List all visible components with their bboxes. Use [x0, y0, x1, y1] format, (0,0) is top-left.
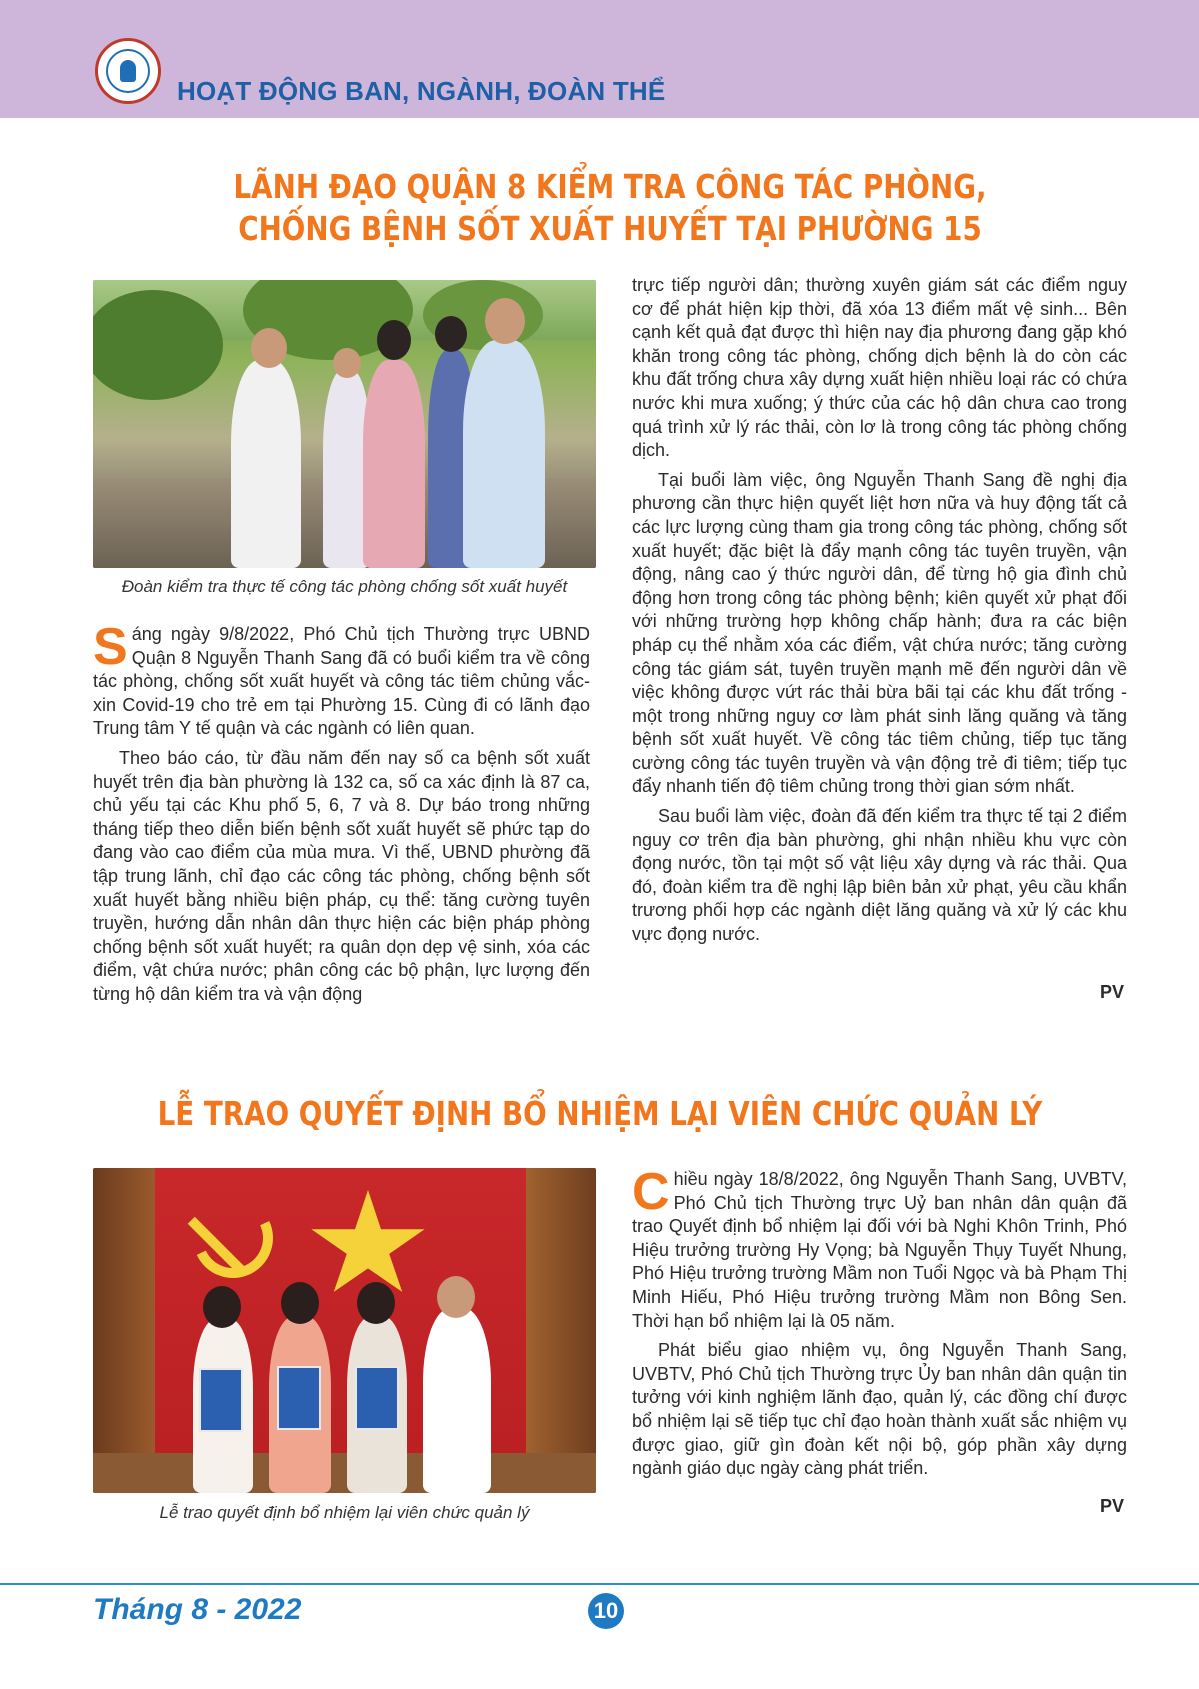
article1-column-right [632, 274, 1127, 953]
section-title: HOẠT ĐỘNG BAN, NGÀNH, ĐOÀN THỂ [177, 76, 666, 106]
article1-headline [190, 166, 1030, 250]
footer-issue-date: Tháng 8 - 2022 [93, 1593, 302, 1626]
article1-headline-line1: LÃNH ĐẠO QUẬN 8 KIỂM TRA CÔNG TÁC PHÒNG, [233, 167, 987, 206]
article2-photo [93, 1168, 596, 1493]
article2-paragraph-1: hiều ngày 18/8/2022, ông Nguyễn Thanh Sang, UVBTV, Phó Chủ tịch Thường trực Uỷ ban nhân dân quận đã trao Quyết định bổ nhiệm lại đối với bà Nghi Khôn Trinh, Phó Hiệu trưởng trường Hy Vọng; bà Nguyễn Thụy Tuyết Nhung, Phó Hiệu trưởng trường Mầm non Tuổi Ngọc và bà Phạm Thị Minh Hiếu, Phó Hiệu trưởng trường Mầm non Bông Sen. Thời hạn bổ nhiệm lại là 05 năm. [632, 1169, 1127, 1331]
article1-photo [93, 280, 596, 568]
article1-paragraph-1: áng ngày 9/8/2022, Phó Chủ tịch Thường trực UBND Quận 8 Nguyễn Thanh Sang đã có buổi kiểm tra về công tác phòng, chống sốt xuất huyết và công tác tiêm chủng vắc-xin Covid-19 cho trẻ em tại Phường 15. Cùng đi có lãnh đạo Trung tâm Y tế quận và các ngành có liên quan. [93, 624, 590, 739]
article1-paragraph-2-continued: trực tiếp người dân; thường xuyên giám sát các điểm nguy cơ để phát hiện kịp thời, đã xóa 13 điểm mất vệ sinh... Bên cạnh kết quả đạt được thì hiện nay địa phương đang gặp khó khăn trong công tác phòng, chống dịch bệnh là do còn các khu đất trống chưa xây dựng xuất hiện nhiều loại rác có chứa nước khi mưa xuống; ý thức của các hộ dân chưa cao trong quá trình xử lý rác thải, còn lơ là trong công tác phòng chống dịch. [632, 275, 1127, 461]
page-number-badge: 10 [588, 1593, 624, 1629]
article1-photo-caption: Đoàn kiểm tra thực tế công tác phòng chống sốt xuất huyết [121, 577, 568, 596]
article1-paragraph-4: Sau buổi làm việc, đoàn đã đến kiểm tra thực tế tại 2 điểm nguy cơ trên địa bàn phường, ghi nhận nhiều khu vực còn đọng nước, tồn tại một số vật liệu xây dựng và rác thải. Qua đó, đoàn kiểm tra đề nghị lập biên bản xử phạt, yêu cầu khẩn trương phối hợp các ngành diệt lăng quăng và xử lý các khu vực đọng nước. [632, 806, 1127, 945]
article2-photo-caption: Lễ trao quyết định bổ nhiệm lại viên chức quản lý [159, 1503, 530, 1522]
article2-column-right [632, 1163, 1127, 1487]
district-logo-icon [95, 38, 161, 104]
article2-signature: PV [1100, 1496, 1125, 1516]
article2-headline-line1: LỄ TRAO QUYẾT ĐỊNH BỔ NHIỆM LẠI VIÊN CHỨC QUẢN LÝ [157, 1094, 1043, 1133]
article2-dropcap: C [632, 1163, 670, 1221]
article1-signature: PV [1100, 982, 1125, 1002]
article1-paragraph-2: Theo báo cáo, từ đầu năm đến nay số ca bệnh sốt xuất huyết trên địa bàn phường là 132 ca, số ca xác định là 87 ca, chủ yếu tại các Khu phố 5, 6, 7 và 8. Dự báo trong những tháng tiếp theo diễn biến bệnh sốt xuất huyết sẽ phức tạp do đang vào cao điểm của mùa mưa. Vì thế, UBND phường đã tập trung lãnh, chỉ đạo các công tác phòng, chống bệnh sốt xuất huyết bằng nhiều biện pháp, cụ thể: tăng cường tuyên truyền, hướng dẫn nhân dân thực hiện các biện pháp phòng chống bệnh sốt xuất huyết; ra quân dọn dẹp vệ sinh, xóa các điểm, vật chứa nước; phân công các bộ phận, lực lượng đến từng hộ dân kiểm tra và vận động [93, 747, 590, 1004]
article2-headline [146, 1093, 1053, 1135]
article1-dropcap: S [93, 618, 128, 676]
article1-headline-line2: CHỐNG BỆNH SỐT XUẤT HUYẾT TẠI PHƯỜNG 15 [238, 209, 982, 248]
article2-paragraph-2: Phát biểu giao nhiệm vụ, ông Nguyễn Thanh Sang, UVBTV, Phó Chủ tịch Thường trực Ủy ban nhân dân quận tin tưởng với kinh nghiệm lãnh đạo, quản lý, các đồng chí được bổ nhiệm lại sẽ tiếp tục chỉ đạo hoàn thành xuất sắc nhiệm vụ được giao, giữ gìn đoàn kết nội bộ, góp phần xây dựng ngành giáo dục ngày càng phát triển. [632, 1340, 1127, 1479]
footer-divider [0, 1583, 1199, 1585]
article1-paragraph-3: Tại buổi làm việc, ông Nguyễn Thanh Sang đề nghị địa phương cần thực hiện quyết liệt hơn nữa và huy động tất cả các lực lượng cùng tham gia trong công tác phòng, chống sốt xuất huyết; đặc biệt là đẩy mạnh công tác tuyên truyền, vận động, nâng cao ý thức người dân, để từng hộ gia đình chủ động hơn trong công tác phòng bệnh; kiên quyết xử phạt đối với những trường hợp không chấp hành; đưa ra các biện pháp cụ thể nhằm xóa các điểm, vật chứa nước; tăng cường công tác giám sát, tuyên truyền mạnh mẽ đến người dân về việc không được vứt rác thải bừa bãi tại các khu đất trống - một trong những nguy cơ làm phát sinh lăng quăng và tăng bệnh sốt xuất huyết. Về công tác tiêm chủng, tiếp tục tăng cường công tác tuyên truyền và vận động trẻ đi tiêm; tiếp tục đẩy nhanh tiến độ tiêm chủng trong thời gian sớm nhất. [632, 469, 1127, 797]
article1-column-left [93, 618, 590, 1013]
